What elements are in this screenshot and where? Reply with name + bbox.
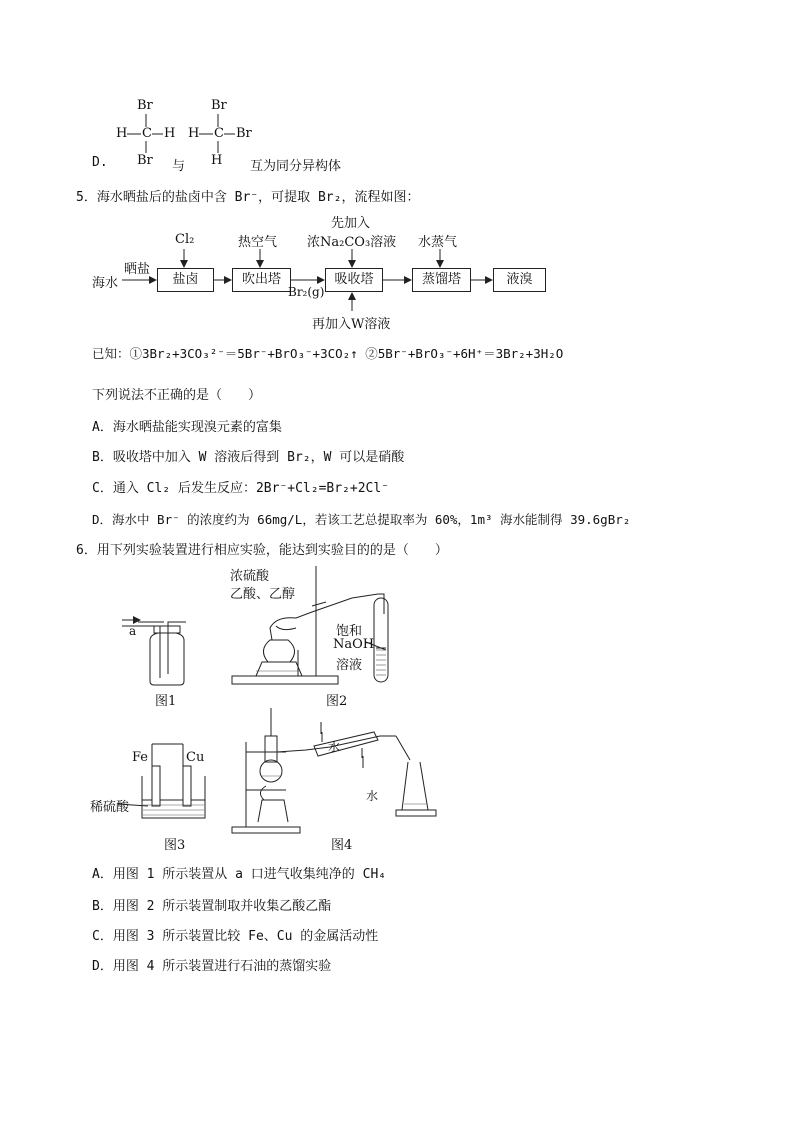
- flow-box-chuichuta: 吹出塔: [232, 268, 291, 292]
- fig2-label-h2so4: 浓硫酸: [230, 569, 270, 584]
- fig3-cu-label: Cu: [186, 750, 205, 765]
- flow-arrow-label-shaiyan: 晒盐: [124, 262, 151, 277]
- flow-box-yanlu: 盐卤: [157, 268, 214, 292]
- mol1-carbon: C: [142, 126, 152, 141]
- mol2-bottom-h: H: [211, 153, 223, 168]
- fig3-fe-label: Fe: [132, 750, 149, 765]
- q5-option-d: D．海水中 Br⁻ 的浓度约为 66mg/L，若该工艺总提取率为 60%，1m³ 海水能制得 39.6gBr₂: [92, 512, 631, 527]
- fig1-inlet-a: a: [129, 624, 137, 638]
- flow-start-seawater: 海水: [92, 276, 119, 291]
- fig4-caption: 图4: [331, 838, 353, 853]
- mol2-top-br: Br: [211, 98, 227, 113]
- fig4-distillation: [232, 708, 436, 833]
- mol2-carbon: C: [214, 126, 224, 141]
- q6-option-c: C．用图 3 所示装置比较 Fe、Cu 的金属活动性: [92, 929, 379, 944]
- q6-option-d: D．用图 4 所示装置进行石油的蒸馏实验: [92, 959, 332, 974]
- flow-label-steam: 水蒸气: [418, 235, 458, 250]
- flow-label-br2g: Br₂(g): [288, 285, 325, 299]
- mol1-left-h: H: [116, 126, 128, 141]
- q5-option-b: B．吸收塔中加入 W 溶液后得到 Br₂，W 可以是硝酸: [92, 450, 405, 465]
- mol2-right-br: Br: [236, 126, 252, 141]
- fig3-caption: 图3: [164, 838, 186, 853]
- mol1-bottom-br: Br: [137, 153, 153, 168]
- fig2-label-naoh: NaOH: [333, 637, 375, 652]
- flow-label-first-add: 先加入: [331, 216, 371, 231]
- flow-box-yexiu: 液溴: [493, 268, 546, 292]
- mol1-top-br: Br: [137, 98, 153, 113]
- fig4-water-out: 水: [328, 740, 341, 754]
- fig2-label-acid-alcohol: 乙酸、乙醇: [230, 587, 296, 602]
- flow-label-na2co3: 浓Na₂CO₃溶液: [307, 235, 397, 250]
- fig2-label-saturated: 饱和: [336, 624, 363, 639]
- flow-box-xishouta: 吸收塔: [325, 268, 383, 292]
- q5-question: 下列说法不正确的是（ ）: [92, 388, 262, 403]
- fig3-acid-label: 稀硫酸: [90, 800, 130, 815]
- q6-option-b: B．用图 2 所示装置制取并收集乙酸乙酯: [92, 899, 332, 914]
- isomer-text: 互为同分异构体: [250, 159, 342, 174]
- flow-label-hot-air: 热空气: [238, 235, 278, 250]
- flow-label-cl2: Cl₂: [175, 232, 195, 247]
- opt-d-label: D.: [92, 155, 108, 170]
- fig2-label-solution: 溶液: [336, 658, 363, 673]
- flow-label-add-w: 再加入W溶液: [312, 317, 391, 332]
- mol1-right-h: H: [164, 126, 176, 141]
- fig1-caption: 图1: [155, 694, 177, 709]
- yu-text: 与: [172, 159, 186, 174]
- fig4-water-in: 水: [366, 789, 379, 803]
- flow-box-zhengliuta: 蒸馏塔: [412, 268, 471, 292]
- q5-option-a: A．海水晒盐能实现溴元素的富集: [92, 420, 282, 435]
- q5-stem: 5．海水晒盐后的盐卤中含 Br⁻，可提取 Br₂，流程如图：: [76, 190, 420, 205]
- q5-option-c: C．通入 Cl₂ 后发生反应：2Br⁻+Cl₂=Br₂+2Cl⁻: [92, 481, 390, 496]
- fig2-caption: 图2: [326, 694, 348, 709]
- mol2-left-h: H: [188, 126, 200, 141]
- q5-known: 已知：①3Br₂+3CO₃²⁻＝5Br⁻+BrO₃⁻+3CO₂↑ ②5Br⁻+BrO₃⁻+6H⁺＝3Br₂+3H₂O: [92, 346, 564, 361]
- q6-stem: 6．用下列实验装置进行相应实验，能达到实验目的的是（ ）: [76, 543, 448, 558]
- q6-option-a: A．用图 1 所示装置从 a 口进气收集纯净的 CH₄: [92, 867, 387, 882]
